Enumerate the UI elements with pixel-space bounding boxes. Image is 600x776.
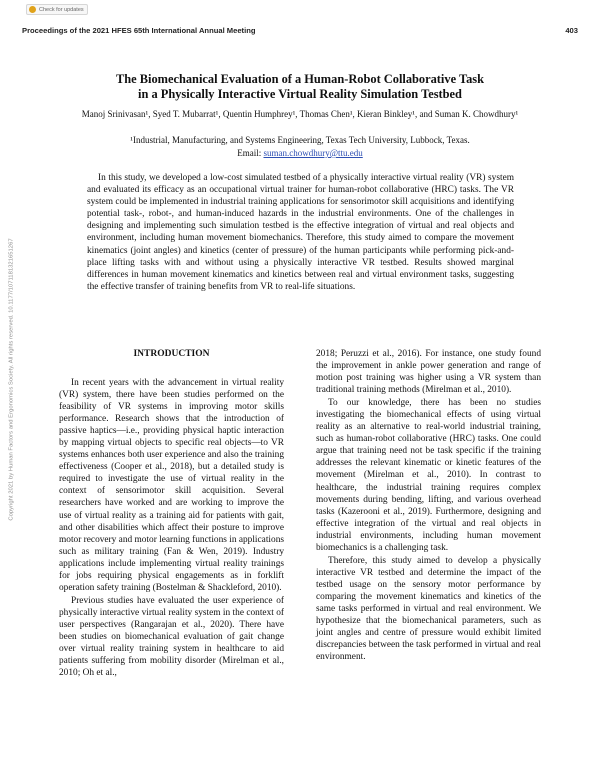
copyright-notice [7, 160, 16, 600]
running-head [22, 26, 578, 38]
paragraph: To our knowledge, there has been no studies investigating the biomechanical effects of using virtual reality as an alternative to real-world industrial training, such as human-robot collaborative (HRC) tasks. One could argue that training need not be task specific if the training addresses the relevant kinematic or kinetic features of the movement (Mirelman et al., 2010). In contrast to healthcare, the industrial training requires complex movements during bending, lifting, and various overhead tasks (Kazerooni et al., 2019). Furthermore, designing and effective integration of the virtual and real objects in industrial environments, including human movement biomechanics is a challenging task. [316, 398, 541, 553]
email-line [80, 148, 520, 160]
section-heading-introduction: INTRODUCTION [133, 349, 210, 359]
journal-name: Proceedings of the 2021 HFES 65th International Annual Meeting [22, 26, 256, 35]
title-line-1: The Biomechanical Evaluation of a Human-Robot Collaborative Task [116, 72, 484, 86]
paper-title [60, 72, 540, 102]
page-number: 403 [565, 26, 578, 35]
paragraph: 2018; Peruzzi et al., 2016). For instance, one study found the improvement in ankle power generation and range of motion post training was higher using a VR system than traditional training methods (Mirelman et al., 2010). [316, 349, 541, 396]
abstract [87, 172, 514, 293]
author-list: Manoj Srinivasan¹, Syed T. Mubarrat¹, Quentin Humphrey¹, Thomas Chen¹, Kieran Binkley¹, and Suman K. Chowdhury¹ [81, 109, 519, 119]
paragraph: In recent years with the advancement in virtual reality (VR) system, there have been studies performed on the feasibility of VR systems in improving motor skills performance. Research shows that the introduction of passive haptics—i.e., providing physical haptic interaction by mapping virtual objects to specific real objects—to VR systems enhances both user experience and also the training effectiveness (Cooper et al., 2018), but a detailed study is required to investigate the use of virtual reality in the context of sensorimotor skill acquisition. Several researchers have worked and are working to improve the use of virtual reality as a training aid for patients with gait, and other disabilities which affect their posture to improve motor recovery and motor learning functions in applications such as military training (Fan & Wen, 2019). Industry applications include implementing virtual reality trainings for jobs requiring physical engagements as in forklift operation safety training (Bostelman & Shackleford, 2010). [59, 378, 284, 593]
copyright-text: Copyright 2021 by Human Factors and Ergonomics Society. All rights reserved. 10.1177/1071181321651267 [8, 238, 15, 521]
paragraph: Therefore, this study aimed to develop a physically interactive VR testbed and determine the impact of the testbed usage on the sensory motor performance by comparing the movement kinematics and kinetics of the same tasks performed in virtual and real environment. We hypothesize that the biomechanical parameters, such as joint angles and centre of pressure would exhibit limited discrepancies between the task performed in virtual and real environment. [316, 555, 541, 663]
update-check-icon [29, 6, 36, 13]
abstract-text: In this study, we developed a low-cost simulated testbed of a physically interactive virtual reality (VR) system and evaluated its efficacy as an occupational virtual trainer for human-robot collaborative (HRC) tasks. The VR system could be implemented in industrial training applications for sensorimotor skill acquisitions and identifying potential task-, robot-, and human-induced hazards in the industrial environments. One of the challenges in designing and implementing such simulation testbed is the effective integration of virtual and real objects and environment, including human movement biomechanics. Therefore, this study aimed to compare the movement kinematics (joint angles) and kinetics (center of pressure) of the human participants while performing pick-and-place lifting tasks with and without using a physically interactive VR testbed. Results showed marginal differences in human movement kinematics and kinetics between real and virtual environment tasks, suggesting the effective transfer of training benefits from VR to real-life situations. [87, 173, 514, 292]
badge-label: Check for updates [39, 6, 84, 13]
right-column [316, 348, 541, 663]
email-link[interactable]: suman.chowdhury@ttu.edu [263, 148, 363, 158]
title-line-2: in a Physically Interactive Virtual Reality Simulation Testbed [138, 87, 462, 101]
paragraph: Previous studies have evaluated the user experience of physically interactive virtual reality system in the context of user perspectives (Rangarajan et al., 2020). There have been studies on biomechanical evaluation of gait change over virtual reality training system in healthcare to aid patients suffering from mobility disorder (Mirelman et al., 2010; Oh et al., [59, 595, 284, 679]
email-label: Email: [237, 148, 264, 158]
left-column [59, 346, 284, 679]
affiliation: ¹Industrial, Manufacturing, and Systems Engineering, Texas Tech University, Lubbock, Texas. [130, 135, 470, 145]
check-for-updates-badge[interactable] [26, 4, 88, 15]
